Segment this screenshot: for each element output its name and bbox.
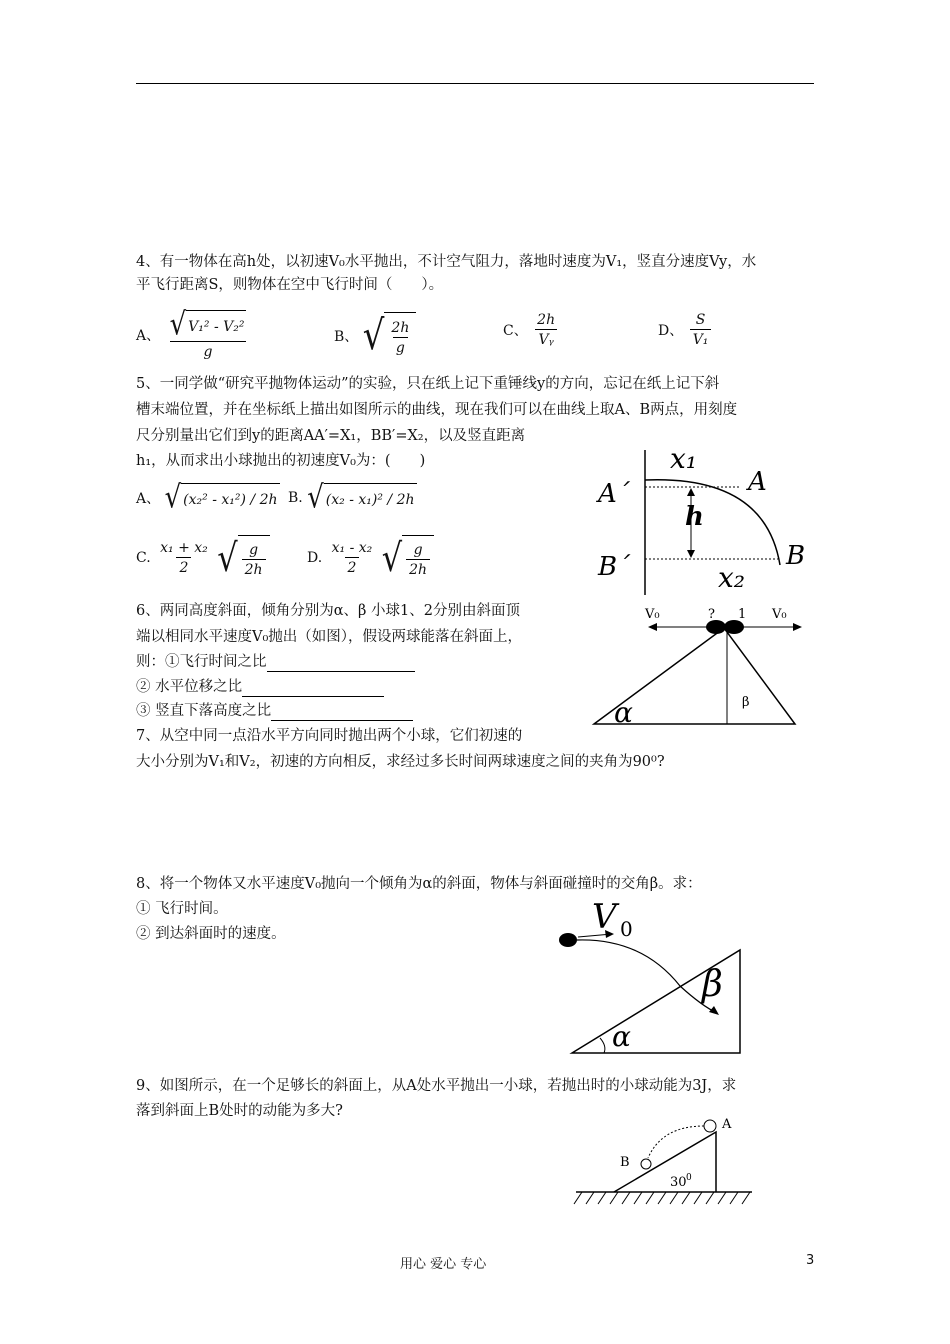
q8-label-alpha: α [612,1020,631,1053]
q9-label-angle-sup: 0 [686,1173,692,1183]
q9-text-line1: 9、如图所示，在一个足够长的斜面上，从A处水平抛出一小球，若抛出时的小球动能为3J，求 [136,1078,737,1094]
q5-label-x2: x₂ [718,561,746,594]
q5-h-arrow-head-up [687,488,695,496]
q8-angle-arc [600,1038,605,1053]
q5-option-c: C. $\frac{\text{x₁ + x₂}}{2}$ √ $\frac{g}{2h}$ [136,535,270,581]
q6-blank2[interactable] [242,682,384,697]
q8-text-line1: 8、将一个物体又水平速度V₀抛向一个倾角为α的斜面，物体与斜面碰撞时的交角β。求： [136,876,702,892]
q5-option-d: D. $\frac{\text{x₁ - x₂}}{2}$ √ $\frac{g}{2h}$ [307,535,434,581]
q6-inclines-figure [590,602,805,732]
q9-incline-figure [570,1110,760,1210]
q5-label-a: A [748,467,767,497]
q6-blank1[interactable] [267,657,415,672]
q6-item1: 则：①飞行时间之比 [136,652,415,672]
q9-ground-hatching [574,1192,750,1204]
q5-d-root-num: g [413,541,423,558]
q4-b-numerator: 2h [391,319,410,336]
q4-b-denominator: g [393,337,408,356]
q9-ball-a [704,1120,716,1132]
q7-text-line2: 大小分别为V₁和V₂，初速的方向相反，求经过多长时间两球速度之间的夹角为90⁰? [136,754,665,770]
q7-text-line1: 7、从空中同一点沿水平方向同时抛出两个小球，它们初速的 [136,728,523,744]
q6-label-beta: β [742,695,750,710]
q8-trajectory-arrowhead [709,1006,719,1015]
q6-label-ball2: ? [708,607,715,622]
q5-text-line4: h₁，从而求出小球抛出的初速度V₀为：( ) [136,453,426,469]
q5-d-numerator: x₁ - x₂ [331,540,373,556]
q5-label-x1: x₁ [670,442,698,475]
q8-label-beta: β [702,964,723,1005]
q4-c-numerator: 2h [537,312,556,328]
q6-label-alpha: α [614,696,633,729]
q5-a-expression: (x₂² - x₁²) / 2h [181,483,279,513]
footer-text: 用心 爱心 专心 [400,1257,487,1272]
header-rule [136,83,814,84]
q5-c-root-num: g [249,541,259,558]
q4-text-line2: 平飞行距离S，则物体在空中飞行时间（ ）。 [136,277,444,293]
q9-trajectory [648,1126,704,1158]
q5-c-denominator: 2 [176,557,191,576]
q4-a-denominator: g [170,341,246,360]
q4-d-numerator: S [695,312,706,328]
q9-text-line2: 落到斜面上B处时的动能为多大? [136,1103,343,1119]
q8-label-v-sub: 0 [620,917,633,941]
page-number: 3 [806,1253,815,1268]
q6-label-v-left: V₀ [645,607,660,622]
q6-ball-2 [706,620,726,634]
q5-c-numerator: x₁ + x₂ [160,540,208,556]
q5-h-arrow-head-down [687,550,695,558]
q5-c-root-den: 2h [242,559,266,578]
q5-label-b: B [786,541,806,571]
q9-ball-b [641,1159,651,1169]
q4-c-denominator: Vᵧ [535,329,556,348]
q5-text-line3: 尺分别量出它们到y的距离AA′=X₁，BB′=X₂，以及竖直距离 [136,428,526,444]
q8-incline-figure [552,898,752,1058]
q8-item2: ② 到达斜面时的速度。 [136,926,286,942]
q9-label-a: A [722,1117,732,1132]
q6-text-line1: 6、两同高度斜面，倾角分别为α、β 小球1、2分别由斜面顶 [136,603,520,619]
q6-right-arrowhead [793,623,802,631]
q5-text-line1: 5、一同学做“研究平抛物体运动”的实验，只在纸上记下重锤线y的方向，忘记在纸上记下斜 [136,376,720,392]
q6-left-arrowhead [648,623,657,631]
q4-option-d: D、 $\frac{S}{\text{V₁}}$ [658,312,713,348]
q5-label-a-prime: A´ [598,479,630,509]
q5-trajectory-figure [590,440,820,600]
q6-text-line2: 端以相同水平速度V₀抛出（如图），假设两球能落在斜面上， [136,629,523,645]
q6-item3: ③ 竖直下落高度之比 [136,701,413,721]
q6-ball-1 [724,620,744,634]
q4-option-a: A、 √ V₁² - V₂² g [136,307,245,360]
q5-d-root-den: 2h [406,559,430,578]
q6-item2: ② 水平位移之比 [136,677,384,697]
q4-option-b: B、 √ $\frac{2h}{g}$ [334,312,416,360]
q5-b-expression: (x₂ - x₁)² / 2h [324,483,417,513]
q6-label-v-right: V₀ [772,607,787,622]
q5-text-line2: 槽末端位置，并在坐标纸上描出如图所示的曲线，现在我们可以在曲线上取A、B两点，用刻度 [136,402,738,418]
q4-text-line1: 4、有一物体在高h处，以初速V₀水平抛出，不计空气阻力，落地时速度为V₁，竖直分速度Vy，水 [136,254,757,270]
q4-option-c: C、 $\frac{2h}{\text{Vᵧ}}$ [503,312,560,348]
q9-label-b: B [620,1155,630,1170]
q8-item1: ① 飞行时间。 [136,901,228,917]
q5-option-a: A、 √ (x₂² - x₁²) / 2h [136,480,278,516]
q5-label-h: h [685,502,704,532]
q9-label-angle: 30 [670,1175,687,1190]
q4-d-denominator: V₁ [690,329,712,348]
q6-label-ball1: 1 [738,607,747,622]
q5-option-b: B. √ (x₂ - x₁)² / 2h [288,480,415,516]
q6-blank3[interactable] [271,706,413,721]
q8-ball [559,933,577,947]
q5-label-b-prime: B´ [598,552,631,582]
q8-label-v: V [592,898,617,937]
q4-a-numerator: V₁² - V₂² [186,310,246,340]
q5-d-denominator: 2 [345,557,360,576]
